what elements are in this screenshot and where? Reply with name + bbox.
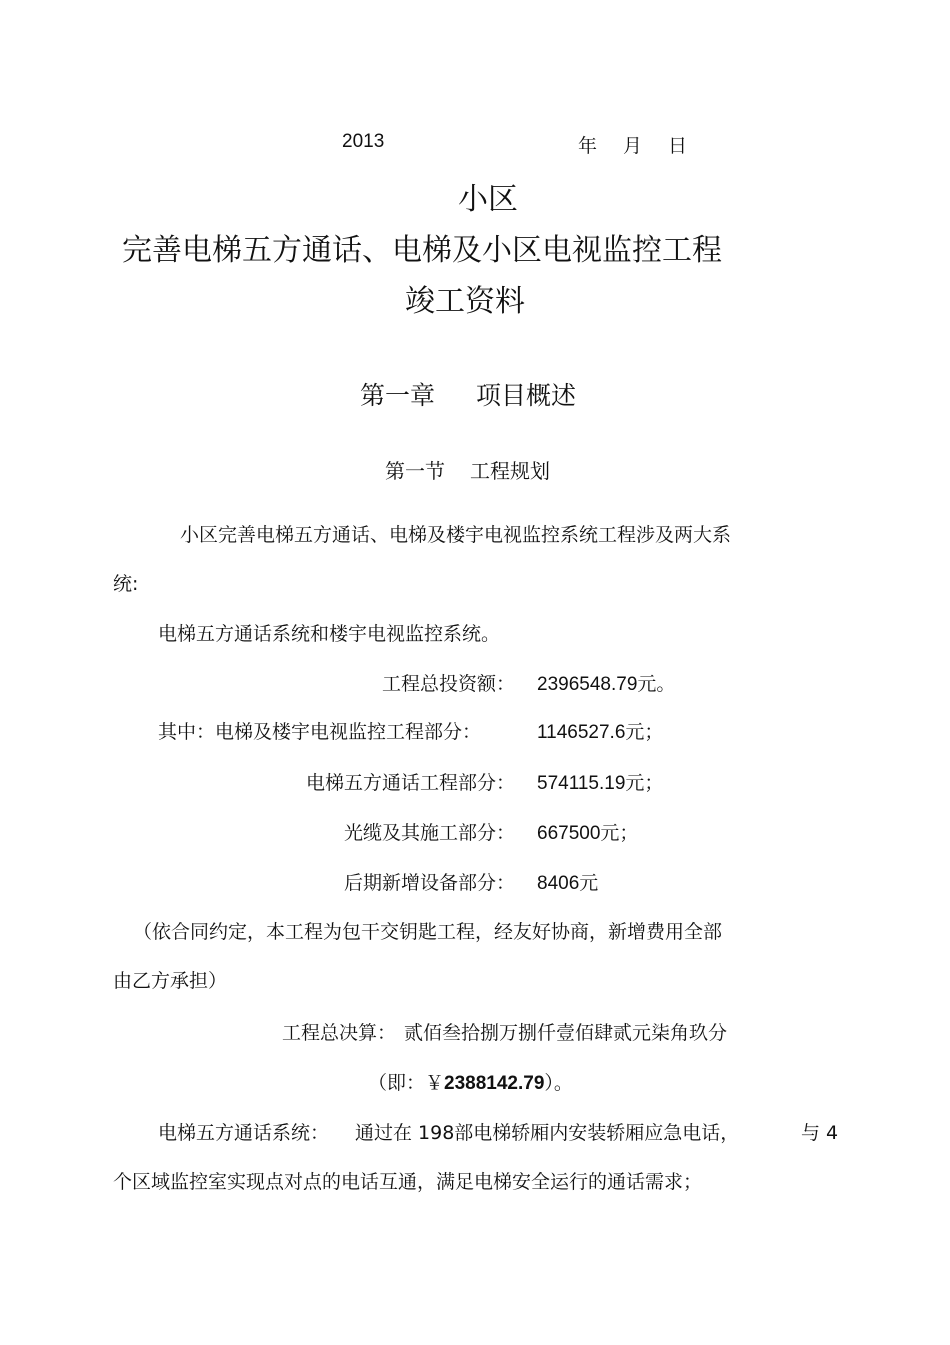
system-line-1-label: 电梯五方通话系统： — [158, 1122, 330, 1144]
investment-total-value: 2396548.79元。 — [537, 674, 676, 695]
investment-total-label: 工程总投资额： — [381, 673, 515, 695]
settlement-paren-open: （即：￥ — [368, 1072, 445, 1094]
investment-item-value: 667500元； — [537, 823, 639, 844]
intro-line-3: 电梯五方通话系统和楼宇电视监控系统。 — [158, 623, 501, 645]
settlement-label: 工程总决算： — [282, 1022, 397, 1044]
section-name: 工程规划 — [470, 459, 550, 483]
header-day-label: 日 — [668, 135, 688, 157]
investment-item-label: 光缆及其施工部分： — [343, 822, 515, 844]
chapter-name: 项目概述 — [476, 381, 577, 410]
header-year-label: 年 — [578, 135, 598, 157]
system-line-1-tail: 与 4 — [801, 1122, 839, 1144]
header-month-label: 月 — [623, 135, 643, 157]
investment-item-label: 电梯五方通话工程部分： — [305, 772, 515, 794]
settlement-amount: 2388142.79 — [444, 1073, 545, 1094]
title-line-3: 竣工资料 — [405, 284, 525, 319]
investment-item-value: 574115.19元； — [537, 773, 664, 794]
system-line-1-text: 通过在 198部电梯轿厢内安装轿厢应急电话， — [355, 1122, 740, 1144]
investment-item-label: 其中：电梯及楼宇电视监控工程部分： — [158, 721, 482, 743]
intro-line-1: 小区完善电梯五方通话、电梯及楼宇电视监控系统工程涉及两大系 — [180, 524, 732, 546]
settlement-amount-line — [368, 1068, 573, 1095]
header-year: 2013 — [342, 131, 385, 152]
system-line-2: 个区域监控室实现点对点的电话互通，满足电梯安全运行的通话需求； — [113, 1171, 703, 1193]
section-number: 第一节 — [385, 459, 445, 483]
note-line-1: （依合同约定，本工程为包干交钥匙工程，经友好协商，新增费用全部 — [133, 921, 723, 943]
intro-line-2: 统: — [113, 573, 139, 595]
title-line-1: 小区 — [458, 182, 518, 217]
investment-item-value: 8406元 — [537, 873, 599, 894]
investment-item-value: 1146527.6元； — [537, 722, 664, 743]
settlement-words: 贰佰叁拾捌万捌仟壹佰肆贰元柒角玖分 — [404, 1022, 728, 1044]
note-line-2: 由乙方承担） — [113, 970, 228, 992]
chapter-number: 第一章 — [360, 381, 436, 410]
title-line-2: 完善电梯五方通话、电梯及小区电视监控工程 — [122, 233, 722, 268]
investment-item-label: 后期新增设备部分： — [343, 872, 515, 894]
settlement-paren-close: ）。 — [544, 1072, 573, 1094]
